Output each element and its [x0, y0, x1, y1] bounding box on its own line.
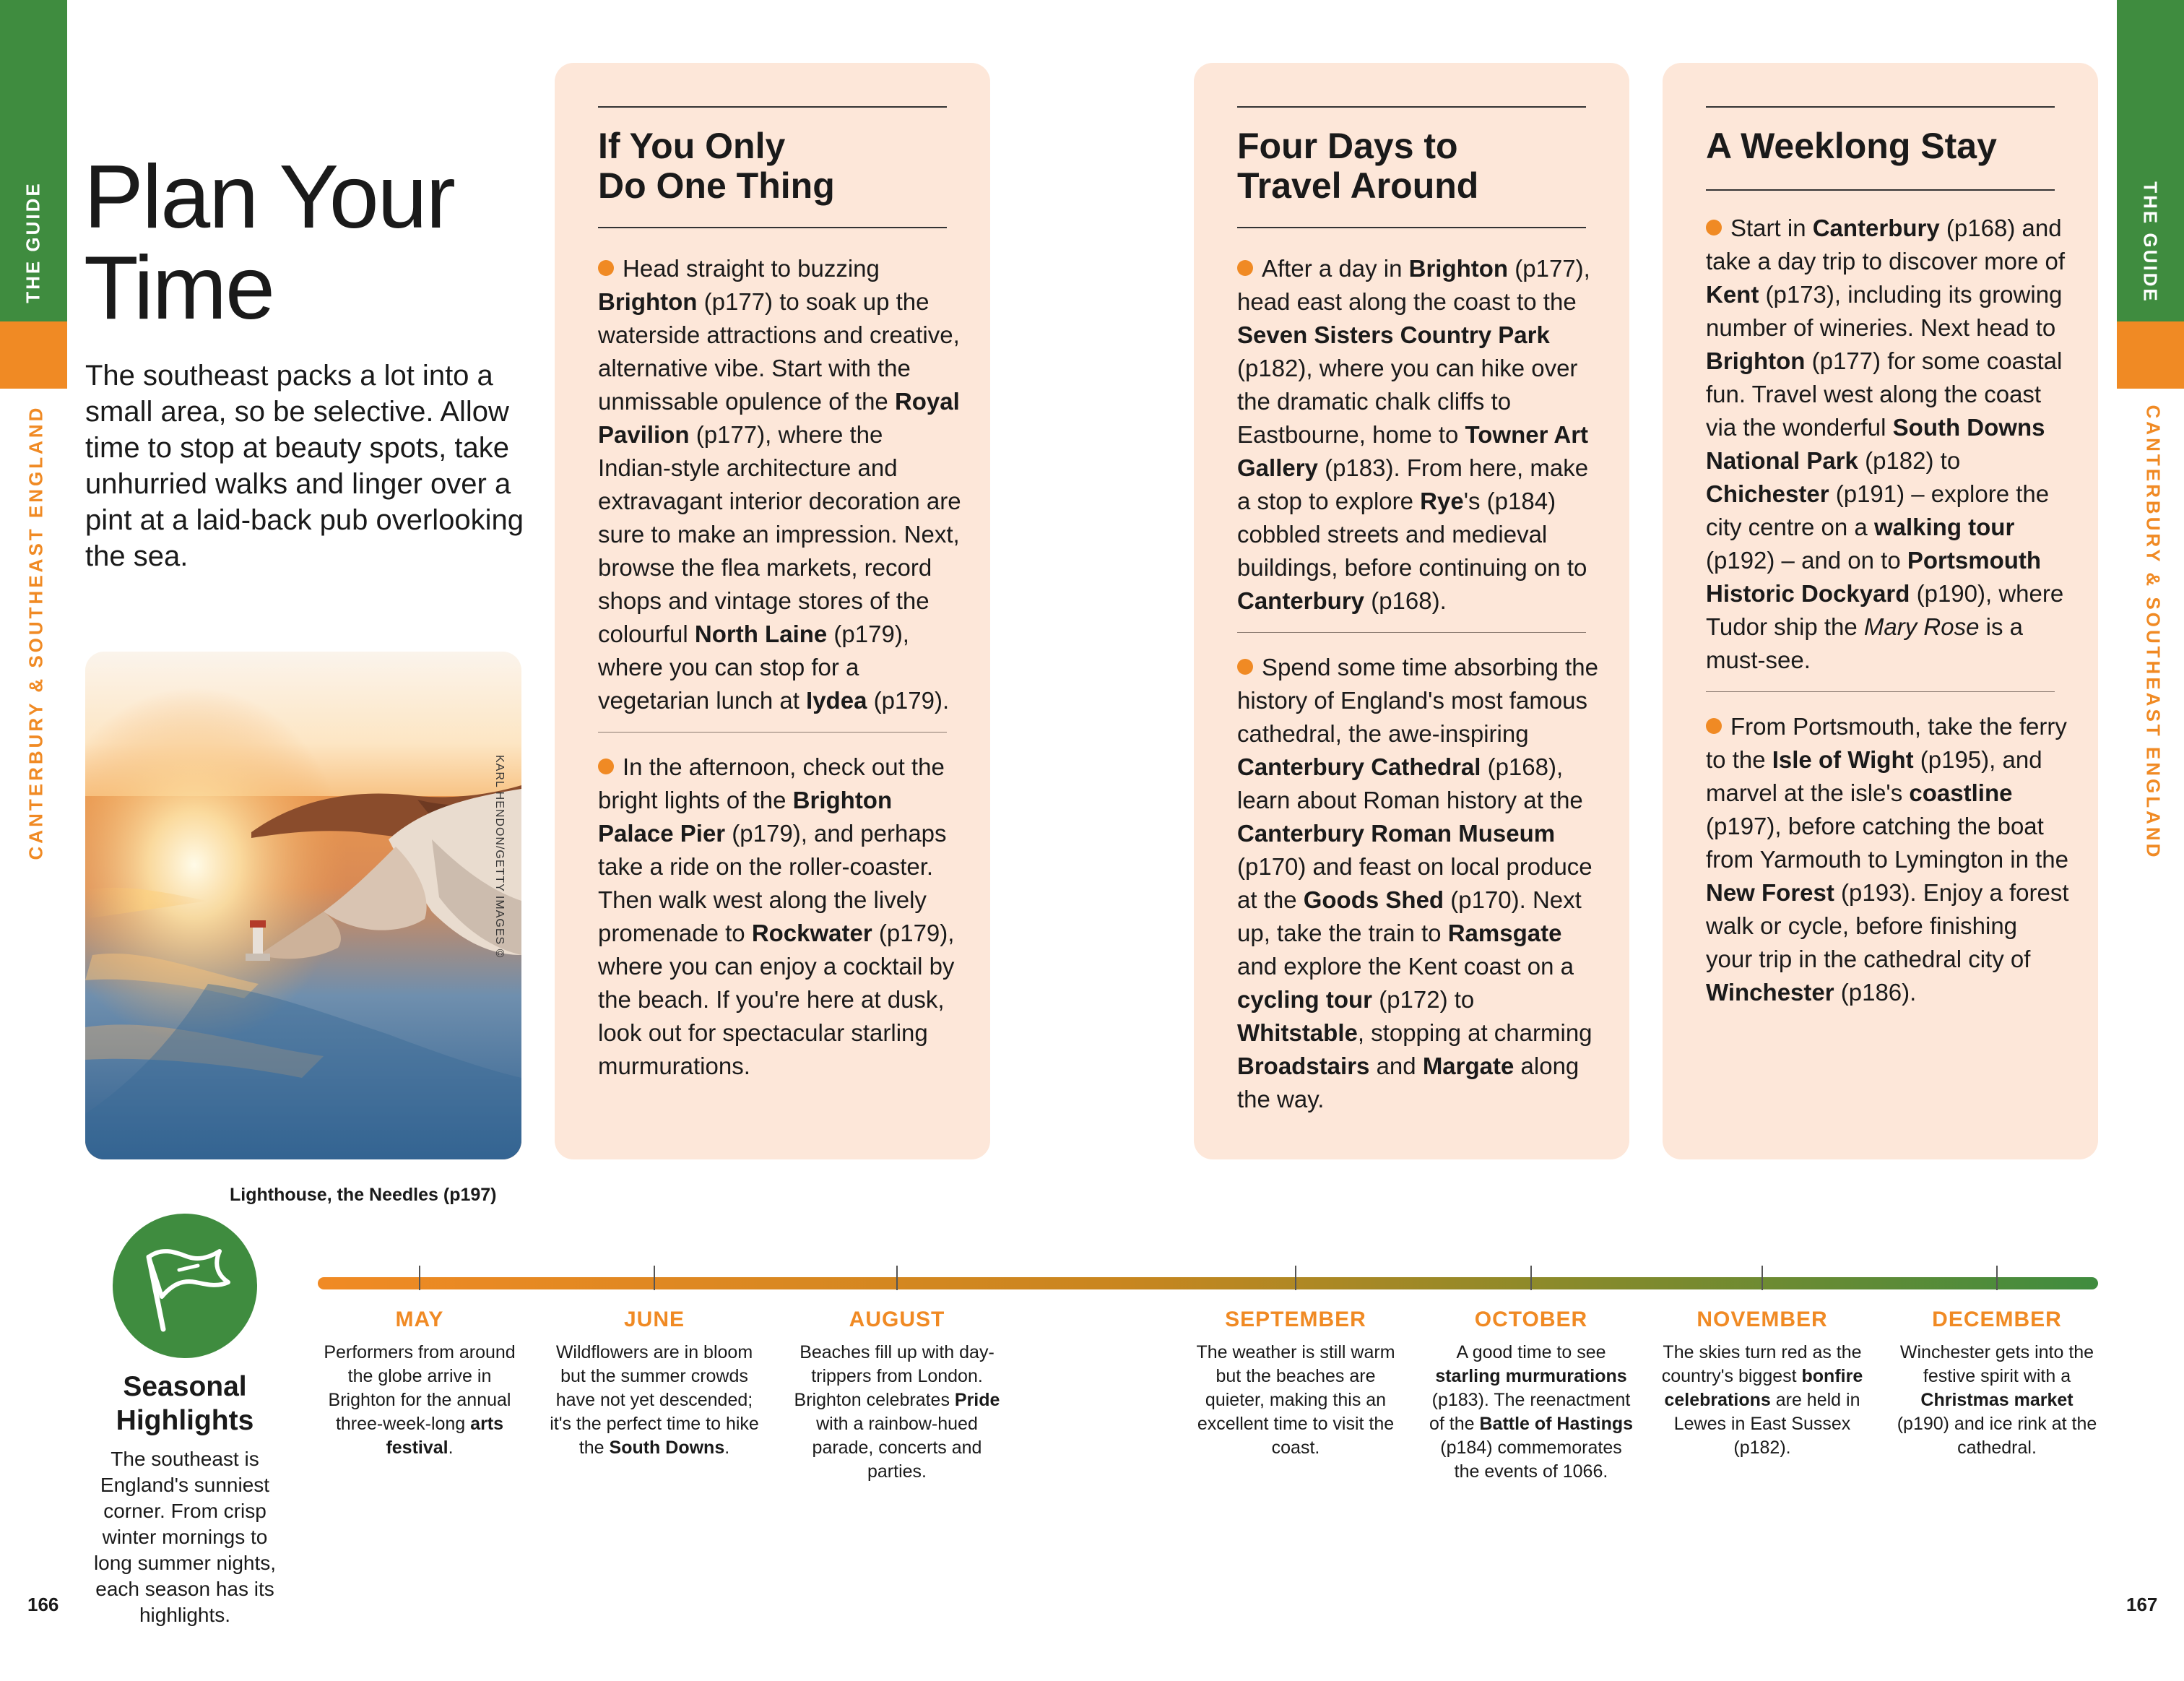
itinerary-section: [1706, 212, 2069, 677]
bold-term: Margate: [1422, 1053, 1514, 1079]
bold-term: Winchester: [1706, 979, 1834, 1006]
bold-term: North Laine: [694, 621, 828, 647]
card-one-thing: [555, 63, 990, 1159]
timeline-tick: [896, 1266, 898, 1290]
text-run: are held in Lewes in East Sussex (p182).: [1673, 1390, 1860, 1458]
timeline-tick: [1996, 1266, 1998, 1290]
the-guide-label: THE GUIDE: [22, 181, 44, 303]
timeline-tick: [419, 1266, 420, 1290]
text-run: (p172) to: [1372, 986, 1475, 1013]
bold-term: Royal Pavilion: [598, 388, 960, 448]
text-run: (p168).: [1364, 587, 1447, 614]
text-run: (p168), learn about Roman history at the: [1237, 753, 1583, 813]
text-run: (p195), and marvel at the isle's: [1706, 746, 2042, 806]
section-divider: [598, 732, 947, 733]
bold-term: Brighton: [1408, 255, 1509, 282]
bold-term: Battle of Hastings: [1479, 1414, 1634, 1434]
itinerary-section: [598, 252, 961, 717]
card-title-line1: If You Only: [598, 126, 786, 166]
seasonal-title-line2: Highlights: [116, 1405, 254, 1436]
text-run: .: [724, 1438, 730, 1458]
month-name: DECEMBER: [1932, 1308, 2062, 1331]
bold-term: Rockwater: [751, 920, 872, 946]
bullet-icon: [1237, 260, 1253, 276]
month-name: SEPTEMBER: [1225, 1308, 1366, 1331]
bold-term: arts festival: [386, 1414, 504, 1458]
itinerary-section: [1237, 252, 1600, 618]
text-run: (p179), and perhaps take a ride on the roller-coaster. Then walk west along the lively promenade to: [598, 820, 947, 946]
bold-term: Towner Art Gallery: [1237, 421, 1589, 481]
month-name: OCTOBER: [1474, 1308, 1588, 1331]
italic-term: Mary Rose: [1863, 613, 1980, 640]
text-run: (p179).: [867, 687, 950, 714]
card-title-rule: [1706, 189, 2055, 191]
month-description: [1191, 1341, 1400, 1460]
timeline-tick: [654, 1266, 655, 1290]
text-run: (p179), where you can stop for a vegetarian lunch at: [598, 621, 909, 714]
the-guide-label: THE GUIDE: [2139, 181, 2162, 303]
text-run: with a rainbow-hued parade, concerts and parties.: [812, 1414, 982, 1482]
bold-term: Pride: [954, 1390, 1000, 1410]
card-weeklong-stay: [1663, 63, 2098, 1159]
month-name: NOVEMBER: [1696, 1308, 1828, 1331]
bold-term: Brighton: [1706, 347, 1806, 374]
photo-caption: Lighthouse, the Needles (p197): [230, 1185, 497, 1205]
month-description: [550, 1341, 759, 1460]
bold-term: Portsmouth Historic Dockyard: [1706, 547, 2042, 607]
page-number-left: 166: [27, 1594, 59, 1615]
text-run: Head straight to buzzing: [623, 255, 880, 282]
bold-term: Ramsgate: [1447, 920, 1562, 946]
page-title: Plan Your Time: [84, 147, 454, 338]
card-title: [1237, 126, 1586, 206]
text-run: (p191) – explore the city centre on a: [1706, 480, 2050, 540]
month-highlight: [550, 1308, 759, 1460]
bold-term: South Downs National Park: [1706, 414, 2045, 474]
text-run: (p182), where you can hike over the dramatic chalk cliffs to Eastbourne, home to: [1237, 355, 1578, 448]
month-highlight: [315, 1308, 524, 1460]
text-run: Beaches fill up with day-trippers from London. Brighton celebrates: [794, 1342, 994, 1410]
bullet-icon: [1237, 659, 1253, 675]
text-run: (p183). From here, make a stop to explore: [1237, 454, 1589, 514]
text-run: Start in: [1730, 215, 1813, 241]
itinerary-section: [1706, 710, 2069, 1009]
text-run: The weather is still warm but the beaches are quieter, making this an excellent time to visit the coast.: [1196, 1342, 1395, 1458]
text-run: In the afternoon, check out the bright lights of the: [598, 753, 945, 813]
card-title-line1: Four Days to: [1237, 126, 1458, 166]
bold-term: Canterbury Roman Museum: [1237, 820, 1556, 847]
month-description: [1658, 1341, 1867, 1460]
bold-term: Christmas market: [1920, 1390, 2074, 1410]
month-highlight: [1658, 1308, 1867, 1460]
bold-term: walking tour: [1873, 514, 2015, 540]
photo-credit: KARL HENDON/GETTY IMAGES ©: [493, 755, 506, 959]
bold-term: Brighton: [598, 288, 698, 315]
text-run: From Portsmouth, take the ferry to the: [1706, 713, 2067, 773]
card-title-line2: Do One Thing: [598, 165, 835, 206]
text-run: After a day in: [1262, 255, 1409, 282]
text-run: (p193). Enjoy a forest walk or cycle, before finishing your trip in the cathedral city of: [1706, 879, 2069, 972]
text-run: is a must-see.: [1706, 613, 2023, 673]
month-description: [315, 1341, 524, 1460]
text-run: .: [448, 1438, 454, 1458]
bold-term: bonfire celebrations: [1664, 1366, 1863, 1410]
itinerary-section: [1237, 651, 1600, 1116]
bold-term: Whitstable: [1237, 1019, 1358, 1046]
month-description: [792, 1341, 1002, 1484]
text-run: 's (p184) cobbled streets and medieval buildings, before continuing on to: [1237, 488, 1587, 581]
bold-term: coastline: [1909, 779, 2013, 806]
seasonal-intro: The southeast is England's sunniest corner. From crisp winter mornings to long summer nights, each season has its highlights.: [93, 1448, 277, 1626]
bullet-icon: [598, 759, 614, 774]
text-run: The skies turn red as the country's biggest: [1661, 1342, 1862, 1386]
card-title-rule: [598, 227, 947, 228]
needles-lighthouse-photo: [85, 652, 521, 1159]
text-run: (p183). The reenactment of the: [1429, 1390, 1631, 1434]
month-highlight: [1191, 1308, 1400, 1460]
card-title: [598, 126, 947, 206]
bold-term: Isle of Wight: [1772, 746, 1914, 773]
bold-term: Kent: [1706, 281, 1759, 308]
card-title: [1706, 126, 2055, 166]
section-divider: [1706, 691, 2055, 692]
bold-term: Brighton Palace Pier: [598, 787, 893, 847]
bold-term: Goods Shed: [1303, 886, 1444, 913]
month-highlight: [1892, 1308, 2102, 1460]
text-run: , stopping at charming: [1357, 1019, 1592, 1046]
region-label: CANTERBURY & SOUTHEAST ENGLAND: [25, 405, 47, 860]
text-run: and explore the Kent coast on a: [1237, 953, 1574, 980]
bold-term: Iydea: [806, 687, 867, 714]
card-top-rule: [1706, 106, 2055, 108]
text-run: (p177), head east along the coast to the: [1237, 255, 1590, 315]
bullet-icon: [598, 260, 614, 276]
bold-term: starling murmurations: [1435, 1366, 1627, 1386]
card-top-rule: [1237, 106, 1586, 108]
bold-term: Chichester: [1706, 480, 1829, 507]
text-run: (p192) – and on to: [1706, 547, 1907, 574]
month-description: [1426, 1341, 1636, 1484]
text-run: (p190) and ice rink at the cathedral.: [1897, 1414, 2097, 1458]
card-top-rule: [598, 106, 947, 108]
bold-term: New Forest: [1706, 879, 1834, 906]
month-highlight: [792, 1308, 1002, 1484]
bullet-icon: [1706, 718, 1722, 734]
seasonal-highlights-title: [69, 1370, 300, 1438]
bold-term: South Downs: [609, 1438, 725, 1458]
itinerary-section: [598, 751, 961, 1083]
text-run: (p177) to soak up the waterside attractions and creative, alternative vibe. Start with the unmissable opulence of the: [598, 288, 960, 415]
text-run: (p179), where you can enjoy a cocktail by the beach. If you're here at dusk, look out for spectacular starling murmurations.: [598, 920, 955, 1079]
intro-text: The southeast packs a lot into a small area, so be selective. Allow time to stop at beauty spots, take unhurried walks and linger over a pint at a laid-back pub overlooking the sea.: [85, 360, 524, 572]
seasonal-title-line1: Seasonal: [123, 1371, 247, 1402]
text-run: (p170) and feast on local produce at the: [1237, 853, 1592, 913]
page-number-right: 167: [2126, 1594, 2158, 1615]
text-run: (p170). Next up, take the train to: [1237, 886, 1582, 946]
text-run: (p186).: [1834, 979, 1917, 1006]
text-run: Spend some time absorbing the history of England's most famous cathedral, the awe-inspiring: [1237, 654, 1598, 747]
flag-icon: [113, 1214, 257, 1358]
text-run: (p168) and take a day trip to discover more of: [1706, 215, 2066, 275]
text-run: Performers from around the globe arrive in Brighton for the annual three-week-long: [324, 1342, 516, 1434]
text-run: (p190), where Tudor ship the: [1706, 580, 2064, 640]
card-four-days: [1194, 63, 1629, 1159]
text-run: and: [1369, 1053, 1423, 1079]
bullet-icon: [1706, 220, 1722, 235]
bold-term: Broadstairs: [1237, 1053, 1370, 1079]
text-run: (p197), before catching the boat from Yarmouth to Lymington in the: [1706, 813, 2068, 873]
text-run: Winchester gets into the festive spirit with a: [1899, 1342, 2094, 1386]
timeline-tick: [1295, 1266, 1296, 1290]
timeline-tick: [1530, 1266, 1532, 1290]
month-highlight: [1426, 1308, 1636, 1484]
month-name: MAY: [395, 1308, 444, 1331]
bold-term: Seven Sisters Country Park: [1237, 321, 1550, 348]
bold-term: Canterbury: [1812, 215, 1940, 241]
month-name: AUGUST: [849, 1308, 945, 1331]
text-run: along the way.: [1237, 1053, 1580, 1112]
timeline-tick: [1762, 1266, 1763, 1290]
bold-term: Canterbury Cathedral: [1237, 753, 1481, 780]
text-run: (p184) commemorates the events of 1066.: [1440, 1438, 1622, 1482]
text-run: (p182) to: [1858, 447, 1961, 474]
card-title-line1: A Weeklong Stay: [1706, 126, 1997, 166]
text-run: A good time to see: [1456, 1342, 1606, 1362]
text-run: (p177) for some coastal fun. Travel west along the coast via the wonderful: [1706, 347, 2063, 441]
card-title-rule: [1237, 227, 1586, 228]
text-run: (p177), where the Indian-style architecture and extravagant interior decoration are sure to make an impression. Next, browse the flea markets, record shops and vintage stores of the colourful: [598, 421, 961, 647]
card-title-line2: Travel Around: [1237, 165, 1479, 206]
timeline-bar: [318, 1277, 2098, 1289]
section-divider: [1237, 632, 1586, 633]
bold-term: Rye: [1420, 488, 1464, 514]
bold-term: Canterbury: [1237, 587, 1365, 614]
month-description: [1892, 1341, 2102, 1460]
region-label: CANTERBURY & SOUTHEAST ENGLAND: [2142, 405, 2164, 860]
month-name: JUNE: [623, 1308, 685, 1331]
bold-term: cycling tour: [1237, 986, 1373, 1013]
text-run: Wildflowers are in bloom but the summer crowds have not yet descended; it's the perfect time to hike the: [550, 1342, 759, 1458]
text-run: (p173), including its growing number of wineries. Next head to: [1706, 281, 2063, 341]
